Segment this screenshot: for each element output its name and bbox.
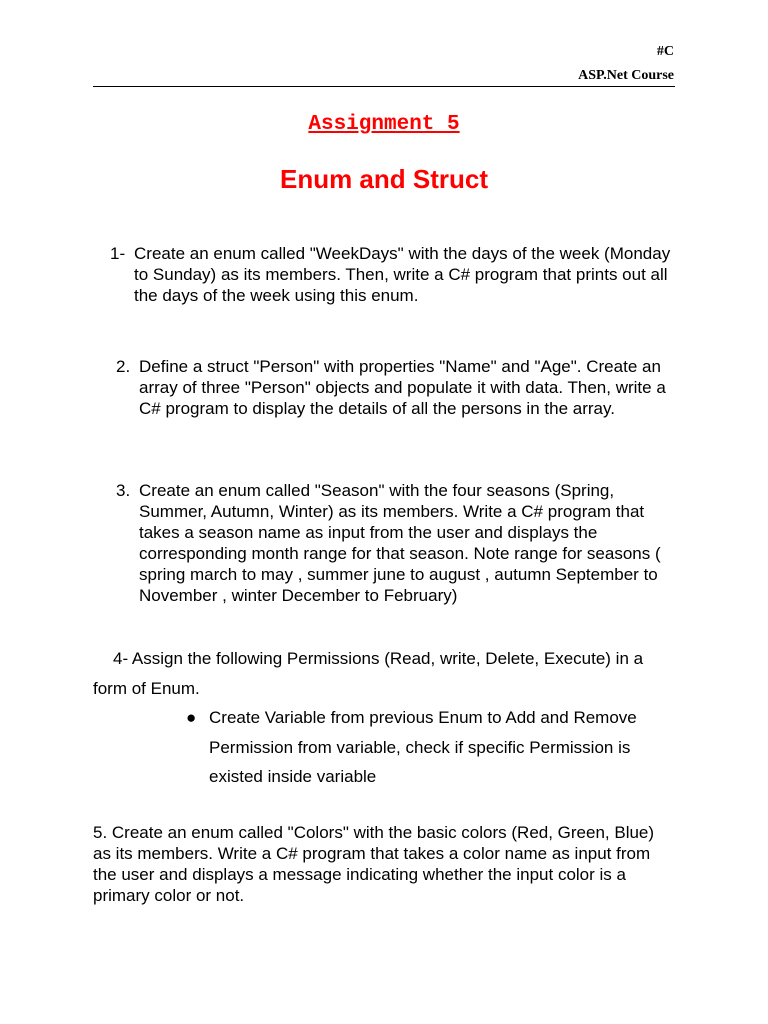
question-2-number: 2.: [116, 357, 131, 376]
question-3-number: 3.: [116, 481, 131, 500]
question-5-text: 5. Create an enum called "Colors" with the basic colors (Red, Green, Blue) as its members. Write a C# program that takes a color name as input from the user and displays a message indicating whether the input color is a primary color or not.: [93, 823, 655, 905]
question-4-bullet-text: Create Variable from previous Enum to Add and Remove Permission from variable, check if specific Permission is existed inside variable: [209, 708, 637, 786]
question-4-text: Assign the following Permissions (Read, write, Delete, Execute) in a form of Enum.: [93, 649, 644, 698]
question-1-number: 1-: [110, 244, 126, 263]
document-title: Enum and Struct: [279, 164, 488, 194]
header-course-name: ASP.Net Course: [578, 68, 674, 83]
header-divider: [93, 86, 675, 87]
question-4: [93, 644, 676, 703]
assignment-title: Assignment 5: [308, 113, 460, 136]
header-course-code: #C: [656, 44, 674, 59]
bullet-dot-icon: ●: [186, 708, 197, 727]
question-3-text: Create an enum called "Season" with the four seasons (Spring, Summer, Autumn, Winter) as its members. Write a C# program that takes a season name as input from the user and displays the corresponding month range for that season. Note range for seasons ( spring march to may , summer june to august , autumn September to November , winter December to February): [139, 481, 661, 605]
question-4-number: 4-: [113, 649, 129, 668]
question-1-text: Create an enum called "WeekDays" with the days of the week (Monday to Sunday) as its members. Then, write a C# program that prints out all the days of the week using this enum.: [134, 244, 671, 305]
question-2-text: Define a struct "Person" with properties "Name" and "Age". Create an array of three "Person" objects and populate it with data. Then, write a C# program to display the details of all the persons in the array.: [139, 357, 666, 418]
